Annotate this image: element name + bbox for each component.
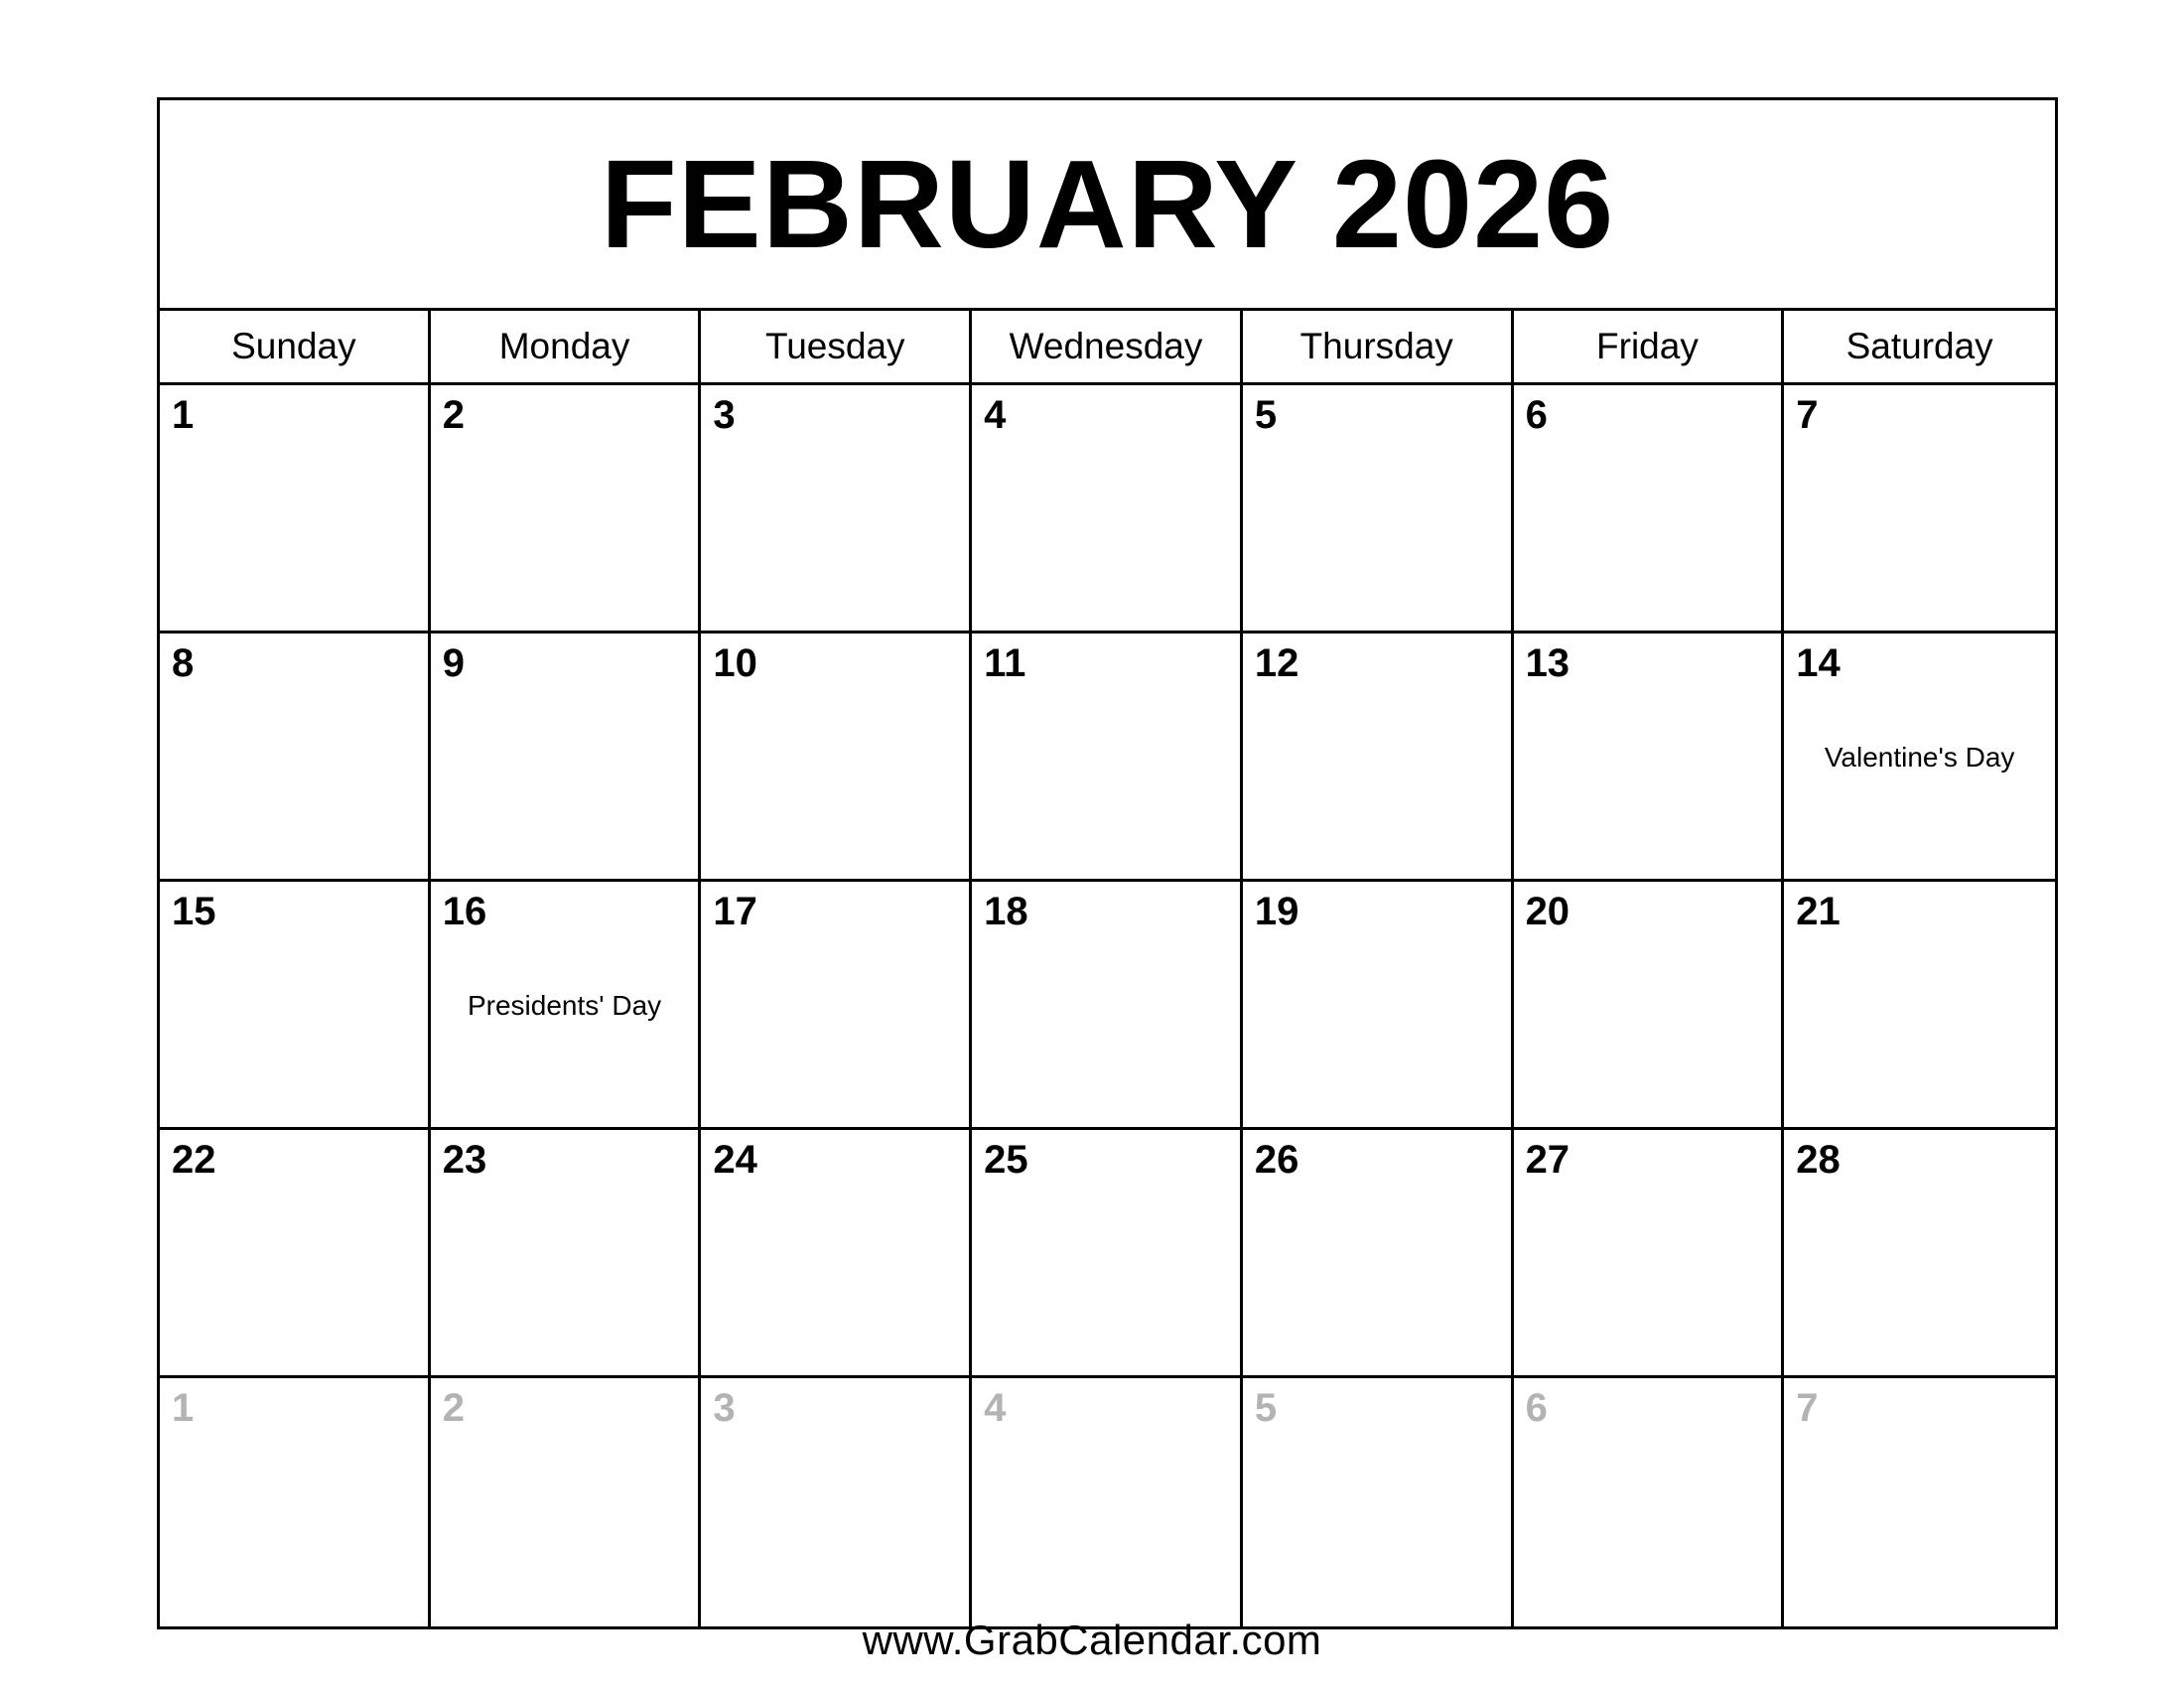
day-number: 25 [984,1138,1028,1182]
page-title: FEBRUARY 2026 [600,133,1615,274]
day-number: 18 [984,890,1028,933]
day-cell[interactable] [701,385,972,631]
weekday-header-tuesday: Tuesday [701,311,972,382]
day-cell-next-month[interactable] [701,1378,972,1626]
calendar-title-bar [160,100,2055,311]
day-cell[interactable] [431,1130,702,1375]
day-number: 13 [1525,641,1570,685]
day-number: 4 [984,393,1007,437]
day-number: 3 [713,1386,736,1430]
day-number: 5 [1254,1386,1278,1430]
calendar-week-row [160,1378,2055,1626]
day-number: 16 [442,890,487,933]
day-cell[interactable] [160,1130,431,1375]
day-cell[interactable] [972,385,1243,631]
weekday-header-friday: Friday [1514,311,1785,382]
day-number: 1 [172,393,195,437]
calendar-week-row [160,633,2055,882]
calendar-week-row [160,882,2055,1130]
day-number: 17 [713,890,757,933]
day-cell[interactable] [1514,633,1785,879]
day-cell[interactable] [1784,882,2055,1127]
day-event: Presidents' Day [467,990,662,1021]
calendar-week-row [160,1130,2055,1378]
weekday-header-wednesday: Wednesday [972,311,1243,382]
day-number: 10 [713,641,757,685]
day-cell-next-month[interactable] [1243,1378,1514,1626]
day-cell[interactable] [431,882,702,1127]
day-cell[interactable] [1784,385,2055,631]
day-cell[interactable] [701,633,972,879]
day-number: 7 [1796,1386,1819,1430]
day-cell[interactable] [431,385,702,631]
day-number: 20 [1525,890,1570,933]
day-cell[interactable] [160,385,431,631]
day-number: 14 [1796,641,1841,685]
footer-website: www.GrabCalendar.com [862,1617,1322,1663]
day-cell[interactable] [1243,1130,1514,1375]
weekday-header-thursday: Thursday [1243,311,1514,382]
weekday-header-row [160,311,2055,385]
day-cell[interactable] [431,633,702,879]
day-cell-next-month[interactable] [972,1378,1243,1626]
day-cell[interactable] [972,633,1243,879]
day-cell[interactable] [1243,385,1514,631]
weekday-header-monday: Monday [431,311,702,382]
day-cell[interactable] [160,882,431,1127]
day-number: 22 [172,1138,216,1182]
day-number: 12 [1254,641,1299,685]
day-cell[interactable] [701,1130,972,1375]
day-number: 27 [1525,1138,1570,1182]
day-number: 11 [984,641,1026,685]
day-cell-next-month[interactable] [1514,1378,1785,1626]
day-cell[interactable] [1514,882,1785,1127]
day-number: 1 [172,1386,195,1430]
day-number: 2 [442,1386,465,1430]
day-number: 2 [442,393,465,437]
day-cell-next-month[interactable] [160,1378,431,1626]
day-cell[interactable] [1243,633,1514,879]
day-number: 28 [1796,1138,1841,1182]
day-cell[interactable] [160,633,431,879]
day-cell-next-month[interactable] [431,1378,702,1626]
weekday-header-sunday: Sunday [160,311,431,382]
day-cell-next-month[interactable] [1784,1378,2055,1626]
day-cell[interactable] [1243,882,1514,1127]
day-number: 6 [1525,1386,1548,1430]
day-number: 7 [1796,393,1819,437]
day-number: 9 [442,641,465,685]
day-cell[interactable] [701,882,972,1127]
day-cell[interactable] [1514,385,1785,631]
day-number: 3 [713,393,736,437]
day-number: 8 [172,641,195,685]
day-cell[interactable] [1514,1130,1785,1375]
day-number: 21 [1796,890,1841,933]
day-number: 26 [1254,1138,1299,1182]
day-cell[interactable] [972,882,1243,1127]
day-number: 5 [1254,393,1278,437]
weekday-header-saturday: Saturday [1845,326,1993,366]
day-number: 24 [713,1138,757,1182]
day-cell[interactable] [972,1130,1243,1375]
day-cell[interactable] [1784,633,2055,879]
day-number: 4 [984,1386,1007,1430]
day-event: Valentine's Day [1824,742,2015,773]
day-number: 23 [442,1138,487,1182]
day-number: 6 [1525,393,1548,437]
calendar-grid [157,97,2058,1629]
calendar-week-row [160,385,2055,633]
day-cell[interactable] [1784,1130,2055,1375]
day-number: 15 [172,890,216,933]
day-number: 19 [1254,890,1299,933]
